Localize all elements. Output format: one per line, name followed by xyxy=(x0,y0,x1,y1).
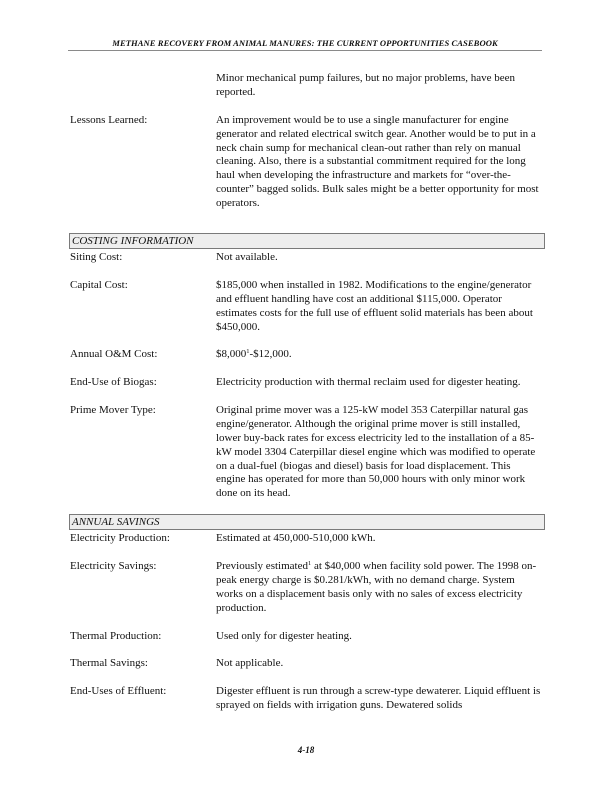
prime-mover-row xyxy=(70,404,542,501)
lessons-learned-value: An improvement would be to use a single manufacturer for engine generator and related electrical switch gear. Another would be to put in a neck chain sump for mechanical clean-out rather than rely on manual cleaning. Also, there is a substantial commitment required for the long haul when developing the infrastructure and markets for “over-the-counter” bagged solids. Bulk sales might be a better opportunity for most operators. xyxy=(216,113,539,210)
electricity-production-value: Estimated at 450,000-510,000 kWh. xyxy=(216,532,376,545)
capital-cost-label: Capital Cost: xyxy=(70,278,128,291)
costing-section-header: COSTING INFORMATION xyxy=(69,233,545,249)
savings-section-header: ANNUAL SAVINGS xyxy=(69,514,545,530)
intro-label xyxy=(70,72,216,100)
footnote-marker: 1 xyxy=(246,348,250,356)
siting-cost-row xyxy=(70,251,542,265)
electricity-savings-pre: Previously estimated xyxy=(216,560,308,573)
page-content xyxy=(70,72,542,713)
thermal-production-label: Thermal Production: xyxy=(70,629,162,642)
siting-cost-value: Not available. xyxy=(216,251,278,264)
electricity-production-label: Electricity Production: xyxy=(70,532,170,545)
effluent-end-uses-value: Digester effluent is run through a screw-type dewaterer. Liquid effluent is sprayed on fields with irrigation guns. Dewatered solids xyxy=(216,685,541,712)
om-cost-value xyxy=(216,348,542,362)
electricity-savings-row xyxy=(70,560,542,616)
lessons-learned-label: Lessons Learned: xyxy=(70,113,148,126)
siting-cost-label: Siting Cost: xyxy=(70,251,123,264)
thermal-production-value: Used only for digester heating. xyxy=(216,629,352,642)
thermal-savings-row xyxy=(70,657,542,671)
biogas-end-use-value: Electricity production with thermal reclaim used for digester heating. xyxy=(216,376,521,389)
electricity-production-row xyxy=(70,532,542,546)
om-cost-row xyxy=(70,348,542,362)
intro-text: Minor mechanical pump failures, but no major problems, have been reported. xyxy=(216,72,516,98)
lessons-learned-row xyxy=(70,114,542,211)
footnote-marker: 1 xyxy=(307,560,312,568)
electricity-savings-post: at $40,000 when facility sold power. The 1998 on-peak energy charge is $0.281/kWh, with no demand charge. System works on a displacement basis only with no sales of excess electricity production. xyxy=(216,560,537,614)
electricity-savings-value xyxy=(216,560,542,616)
prime-mover-label: Prime Mover Type: xyxy=(70,403,156,416)
biogas-end-use-label: End-Use of Biogas: xyxy=(70,376,157,389)
effluent-end-uses-row xyxy=(70,685,542,713)
thermal-savings-value: Not applicable. xyxy=(216,657,284,670)
thermal-savings-label: Thermal Savings: xyxy=(70,657,148,670)
electricity-savings-label: Electricity Savings: xyxy=(70,560,157,573)
om-cost-label: Annual O&M Cost: xyxy=(70,348,158,361)
thermal-production-row xyxy=(70,630,542,644)
prime-mover-value: Original prime mover was a 125-kW model 353 Caterpillar natural gas engine/generator. Although the original prime mover is still installed, lower buy-back rates for excess electricity led to the installation of a 85-kW model 3304 Caterpillar diesel engine which was modified to operate on a dual-fuel (biogas and diesel) basis for load displacement. This engine has operated for more than 50,000 hours with only minor work done on its head. xyxy=(216,403,536,500)
capital-cost-row xyxy=(70,279,542,335)
biogas-end-use-row xyxy=(70,376,542,390)
page-number: 4-18 xyxy=(297,745,315,755)
effluent-end-uses-label: End-Uses of Effluent: xyxy=(70,685,167,698)
intro-row xyxy=(70,72,542,100)
capital-cost-value: $185,000 when installed in 1982. Modifications to the engine/generator and effluent handling have cost an additional $115,000. Operator estimates costs for the full use of effluent solid materials has been about $450,000. xyxy=(216,278,533,333)
running-header: METHANE RECOVERY FROM ANIMAL MANURES: THE CURRENT OPPORTUNITIES CASEBOOK xyxy=(68,38,542,51)
om-cost-low: $8,000 xyxy=(216,348,247,361)
om-cost-high: -$12,000. xyxy=(249,348,292,361)
